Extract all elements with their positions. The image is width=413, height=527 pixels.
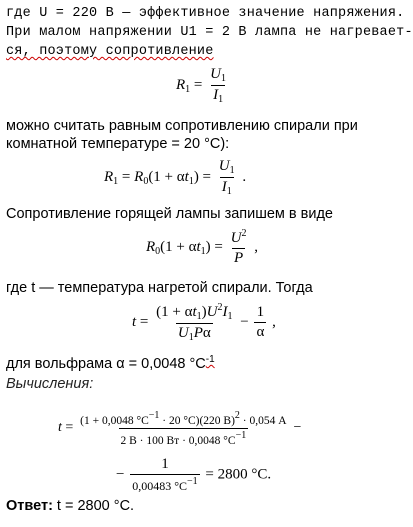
formula-result-fraction: $\frac{1}{0,00483 ^\circ С^{-1}}$ <box>132 456 198 493</box>
text-line-8: для вольфрама α = 0,0048 °С <box>6 356 206 372</box>
formula-result: − $\frac{1}{0,00483 ^\circ С^{-1}}$ = 2800 °С. <box>116 456 272 493</box>
formula-r0-power-fraction: $\frac{U^2}{P}$ <box>230 228 247 266</box>
text-line-5: комнатной температуре = 20 °С): <box>6 136 230 152</box>
text-line-heated-temperature <box>6 280 313 296</box>
text-line-3: ся, поэтому сопротивление <box>6 44 214 59</box>
calculations-heading: Вычисления: <box>6 376 94 392</box>
text-line-8-exponent: -1 <box>205 354 215 365</box>
formula-r1-r0-fraction: $\frac{U_1}{I_1}$ <box>218 158 235 197</box>
formula-r1-fraction: $\frac{U_1}{I_1}$ <box>210 66 226 105</box>
formula-numeric-fraction: $\frac{(1 + 0,0048 ^\circ С^{-1} \cdot 20 ^\circ С)(220 В)^2 \cdot 0,054 А}{2 В \cdot 100 Вт \cdot 0,0048 ^\circ С^{-1}}$ <box>80 410 287 447</box>
text-line-answer <box>6 498 134 514</box>
formula-t: t = $\frac{(1 + \alpha t_1)U^2I_1}{U_1P\alpha}$ − $\frac{1}{\alpha}$ , <box>132 302 276 343</box>
text-line-room-temperature <box>6 136 229 152</box>
text-line-calculations <box>6 376 93 392</box>
text-line-tungsten <box>6 354 215 372</box>
answer-label: Ответ: <box>6 498 53 514</box>
formula-r1-r0: $R_1 = R_0(1 + \alpha t_1)$ = $\frac{U_1}{I_1}$ . <box>104 158 247 197</box>
text-line-7: где t — температура нагретой спирали. Тогда <box>6 280 313 296</box>
answer-value: t = 2800 °С. <box>52 498 135 514</box>
text-line-resistance <box>6 44 214 59</box>
text-line-burning-lamp <box>6 206 333 222</box>
text-line-4: можно считать равным сопротивлению спирали при <box>6 118 358 134</box>
formula-t-fraction-alpha: $\frac{1}{\alpha}$ <box>256 304 265 340</box>
text-line-room-resistance <box>6 118 358 134</box>
text-line-6: Сопротивление горящей лампы запишем в виде <box>6 206 333 222</box>
formula-t-fraction-main: $\frac{(1 + \alpha t_1)U^2I_1}{U_1P\alpha}$ <box>156 302 233 343</box>
text-line-1: где U = 220 В — эффективное значение напряжения. <box>6 6 405 21</box>
text-line-small-voltage <box>6 25 413 40</box>
text-line-effective-voltage <box>6 6 404 21</box>
formula-r0-power: $R_0(1 + \alpha t_1)$ = $\frac{U^2}{P}$ , <box>146 228 258 266</box>
formula-numeric: t = $\frac{(1 + 0,0048 ^\circ С^{-1} \cdot 20 ^\circ С)(220 В)^2 \cdot 0,054 А}{2 В \cdot 100 Вт \cdot 0,0048 ^\circ С^{-1}}$ − <box>58 410 302 447</box>
formula-r1: $R_1$ = $\frac{U_1}{I_1}$ <box>176 66 226 105</box>
text-line-2: При малом напряжении U1 = 2 В лампа не нагревает- <box>6 25 413 40</box>
